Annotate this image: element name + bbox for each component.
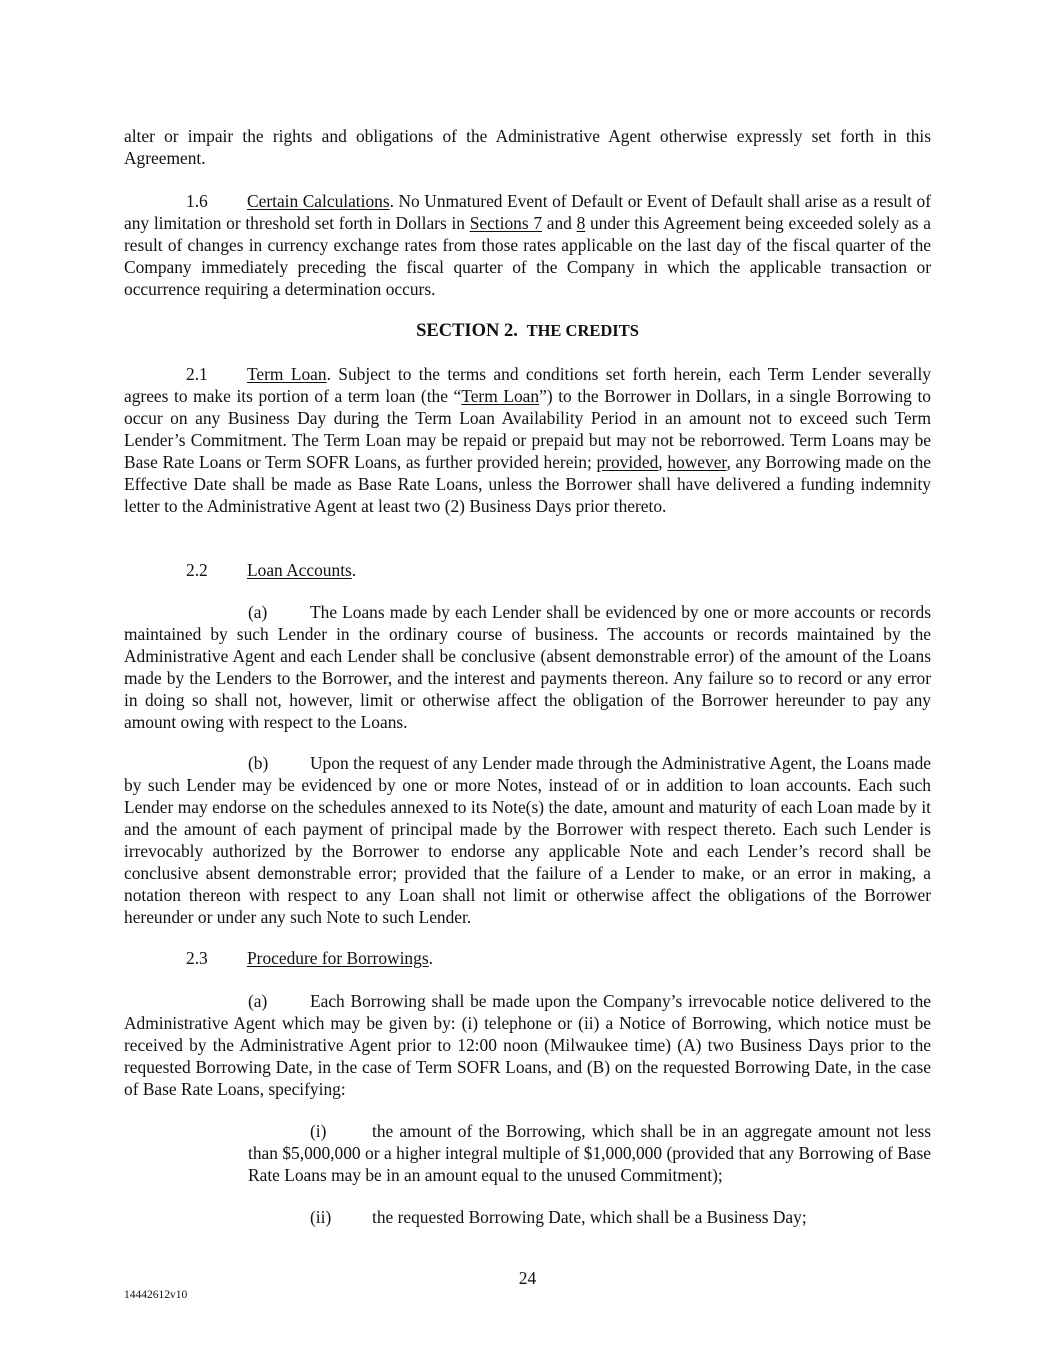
section-2-2-number: 2.2 <box>186 560 208 580</box>
clause-label: (a) <box>248 602 268 622</box>
section-2-1-paragraph: 2.1 Term Loan. Subject to the terms and conditions set forth herein, each Term Lender severally agrees to make its portion of a term loan (the “Term Loan”) to the Borrower in Dollars, in a single Borrowing to occur on any Business Day during the Term Loan Availability Period in an amount not to exceed such Term Lender’s Commitment. The Term Loan may be repaid or prepaid but may not be reborrowed. Term Loans may be Base Rate Loans or Term SOFR Loans, as further provided herein; provided, however, any Borrowing made on the Effective Date shall be made as Base Rate Loans, unless the Borrower shall have delivered a funding indemnity letter to the Administrative Agent at least two (2) Business Days prior thereto. <box>124 364 931 516</box>
document-id: 14442612v10 <box>124 1289 188 1301</box>
defined-term-term-loan: Term Loan <box>461 386 540 406</box>
section-2-3-heading: 2.3 Procedure for Borrowings. <box>124 947 931 969</box>
section-2-3-a-i-paragraph: (i) the amount of the Borrowing, which shall be in an aggregate amount not less than $5,000,000 or a higher integral multiple of $1,000,000 (provided that any Borrowing of Base Rate Loans may be in an amount equal to the unused Commitment); <box>248 1121 931 1185</box>
section-2-2-a-paragraph: (a) The Loans made by each Lender shall be evidenced by one or more accounts or records maintained by such Lender in the ordinary course of business. The accounts or records maintained by the Administrative Agent and each Lender shall be conclusive (absent demonstrable error) of the amount of the Loans made by the Lenders to the Borrower, and the interest and payments thereon. Any failure so to record or any error in doing so shall not, however, limit or otherwise affect the obligation of the Borrower hereunder to pay any amount owing with respect to the Loans. <box>124 602 931 732</box>
section-1-6-title: Certain Calculations <box>247 191 390 211</box>
page-number: 24 <box>518 1268 537 1288</box>
section-2-2-title: Loan Accounts <box>247 560 352 580</box>
section-2-1-number: 2.1 <box>186 364 208 384</box>
section-2-3-a-ii-paragraph: (ii) the requested Borrowing Date, which shall be a Business Day; <box>248 1206 931 1228</box>
section-2-2-b-paragraph: (b) Upon the request of any Lender made through the Administrative Agent, the Loans made by such Lender may be evidenced by one or more Notes, instead of or in addition to loan accounts. Each such Lender may endorse on the schedules annexed to its Note(s) the date, amount and maturity of each Loan made by it and the amount of each payment of principal made by the Borrower with respect thereto. Each such Lender is irrevocably authorized by the Borrower to endorse any applicable Note and each Lender’s record shall be conclusive absent demonstrable error; provided that the failure of a Lender to make, or an error in making, a notation thereon with respect to any Loan shall not limit or otherwise affect the obligations of the Borrower hereunder or under any such Note to such Lender. <box>124 753 931 927</box>
provided-term: provided <box>596 452 659 472</box>
section-2-3-number: 2.3 <box>186 948 208 968</box>
section-1-6-number: 1.6 <box>186 191 208 211</box>
subclause-label: (ii) <box>310 1207 332 1227</box>
section-2-3-a-paragraph: (a) Each Borrowing shall be made upon the Company’s irrevocable notice delivered to the Administrative Agent which may be given by: (i) telephone or (ii) a Notice of Borrowing, which notice must be received by the Administrative Agent prior to 12:00 noon (Milwaukee time) (A) two Business Days prior to the requested Borrowing Date, in the case of Term SOFR Loans, and (B) on the requested Borrowing Date, in the case of Base Rate Loans, specifying: <box>124 991 931 1099</box>
however-term: however <box>667 452 727 472</box>
section-title: THE CREDITS <box>526 321 639 340</box>
clause-label: (b) <box>248 753 269 773</box>
section-label: SECTION 2. <box>416 321 518 341</box>
cross-ref-8: 8 <box>576 213 586 233</box>
subclause-label: (i) <box>310 1121 327 1141</box>
section-2-3-title: Procedure for Borrowings <box>247 948 429 968</box>
section-2-1-title: Term Loan <box>247 364 327 384</box>
cross-ref-sections-7: Sections 7 <box>469 213 543 233</box>
section-2-2-heading: 2.2 Loan Accounts. <box>124 559 931 581</box>
section-1-6-paragraph: 1.6 Certain Calculations. No Unmatured Event of Default or Event of Default shall arise as a result of any limitation or threshold set forth in Dollars in Sections 7 and 8 under this Agreement being exceeded solely as a result of changes in currency exchange rates from those rates applicable on the last day of the fiscal quarter of the Company immediately preceding the fiscal quarter of the Company in which the applicable transaction or occurrence requiring a determination occurs. <box>124 191 931 299</box>
clause-label: (a) <box>248 991 268 1011</box>
carryover-paragraph: alter or impair the rights and obligations of the Administrative Agent otherwise expressly set forth in this Agreement. <box>124 126 931 168</box>
section-2-heading <box>124 319 931 342</box>
